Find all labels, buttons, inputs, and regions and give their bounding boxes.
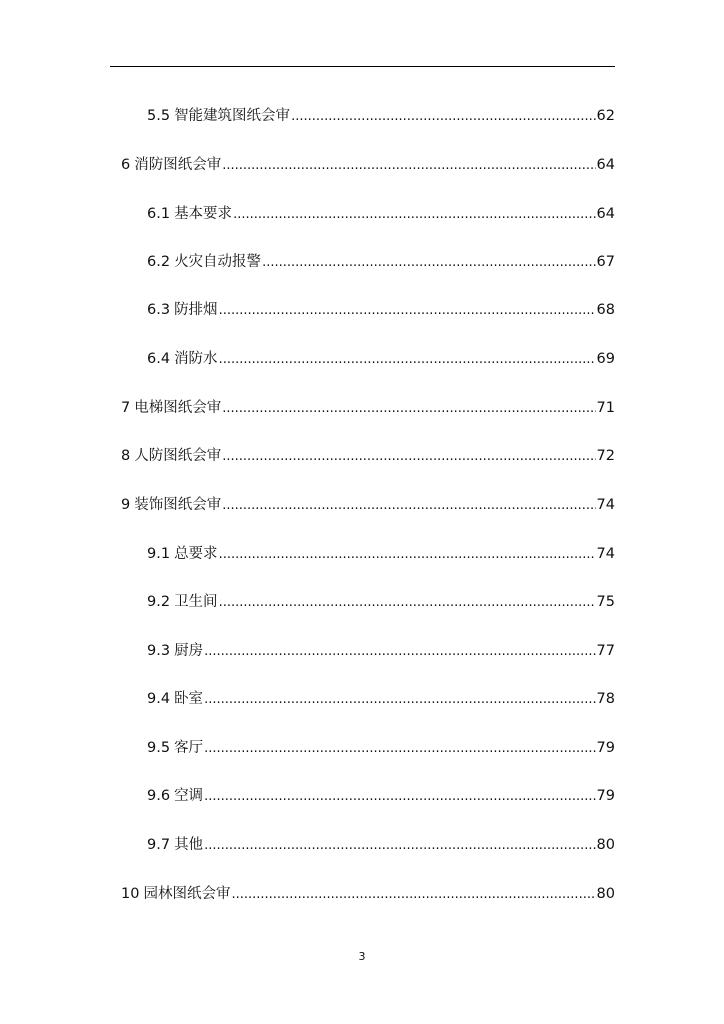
- toc-entry-9-7[interactable]: [147, 834, 615, 856]
- toc-entry-7[interactable]: [121, 397, 615, 419]
- toc-entry-page: 69: [596, 351, 615, 367]
- toc-entry-number: 6.1: [147, 206, 171, 222]
- toc-entry-6-3[interactable]: [147, 299, 615, 321]
- toc-entry-title: 消防水: [174, 351, 218, 367]
- toc-entry-page: 78: [596, 691, 615, 707]
- toc-entry-title: 智能建筑图纸会审: [174, 108, 291, 124]
- toc-entry-number: 6: [121, 157, 131, 173]
- toc-entry-page: 72: [596, 448, 615, 464]
- toc-entry-page: 68: [596, 302, 615, 318]
- toc-dot-leader: [222, 398, 595, 420]
- toc-entry-page: 64: [596, 206, 615, 222]
- toc-entry-page: 80: [596, 886, 615, 902]
- toc-entry-number: 7: [121, 400, 131, 416]
- toc-entry-number: 9.7: [147, 837, 171, 853]
- toc-entry-title: 基本要求: [174, 206, 233, 222]
- toc-entry-title: 客厅: [174, 740, 204, 756]
- toc-dot-leader: [291, 106, 595, 128]
- toc-dot-leader: [219, 544, 596, 566]
- toc-entry-title: 厨房: [174, 643, 204, 659]
- toc-entry-9-4[interactable]: [147, 688, 615, 710]
- toc-entry-title: 火灾自动报警: [174, 254, 262, 270]
- toc-entry-8[interactable]: [121, 445, 615, 467]
- toc-entry-number: 9.5: [147, 740, 171, 756]
- toc-entry-title: 卫生间: [174, 594, 218, 610]
- toc-entry-9-5[interactable]: [147, 737, 615, 759]
- toc-dot-leader: [219, 592, 596, 614]
- toc-dot-leader: [233, 204, 595, 226]
- toc-entry-title: 消防图纸会审: [134, 157, 222, 173]
- page-number: 3: [358, 950, 366, 963]
- toc-dot-leader: [204, 738, 595, 760]
- toc-entry-title: 电梯图纸会审: [134, 400, 222, 416]
- toc-entry-page: 64: [596, 157, 615, 173]
- toc-entry-page: 62: [596, 108, 615, 124]
- toc-dot-leader: [222, 155, 595, 177]
- toc-dot-leader: [219, 349, 596, 371]
- toc-dot-leader: [204, 835, 595, 857]
- toc-entry-page: 74: [596, 497, 615, 513]
- toc-entry-title: 总要求: [174, 546, 218, 562]
- toc-entry-title: 园林图纸会审: [143, 886, 231, 902]
- toc-dot-leader: [262, 252, 595, 274]
- toc-dot-leader: [222, 495, 595, 517]
- toc-entry-number: 6.3: [147, 302, 171, 318]
- toc-entry-page: 79: [596, 788, 615, 804]
- toc-entry-number: 10: [121, 886, 140, 902]
- toc-dot-leader: [219, 300, 596, 322]
- toc-entry-title: 空调: [174, 788, 204, 804]
- toc-entry-title: 装饰图纸会审: [134, 497, 222, 513]
- toc-entry-number: 9.1: [147, 546, 171, 562]
- toc-entry-10[interactable]: [121, 883, 615, 905]
- toc-entry-9-3[interactable]: [147, 640, 615, 662]
- toc-entry-title: 卧室: [174, 691, 204, 707]
- toc-entry-title: 其他: [174, 837, 204, 853]
- toc-entry-number: 9.4: [147, 691, 171, 707]
- toc-entry-number: 9: [121, 497, 131, 513]
- toc-entry-page: 75: [596, 594, 615, 610]
- toc-entry-page: 71: [596, 400, 615, 416]
- toc-entry-number: 9.6: [147, 788, 171, 804]
- toc-entry-page: 79: [596, 740, 615, 756]
- toc-entry-9-1[interactable]: [147, 543, 615, 565]
- toc-entry-6[interactable]: [121, 154, 615, 176]
- toc-dot-leader: [204, 786, 595, 808]
- toc-entry-9-6[interactable]: [147, 785, 615, 807]
- toc-entry-page: 80: [596, 837, 615, 853]
- toc-entry-number: 9.2: [147, 594, 171, 610]
- toc-entry-title: 人防图纸会审: [134, 448, 222, 464]
- toc-entry-page: 74: [596, 546, 615, 562]
- toc-entry-number: 9.3: [147, 643, 171, 659]
- toc-entry-number: 5.5: [147, 108, 171, 124]
- toc-entry-6-1[interactable]: [147, 203, 615, 225]
- toc-dot-leader: [204, 641, 595, 663]
- toc-entry-6-4[interactable]: [147, 348, 615, 370]
- toc-dot-leader: [222, 446, 595, 468]
- toc-entry-number: 8: [121, 448, 131, 464]
- toc-entry-page: 67: [596, 254, 615, 270]
- toc-entry-number: 6.2: [147, 254, 171, 270]
- toc-dot-leader: [204, 689, 595, 711]
- toc-entry-number: 6.4: [147, 351, 171, 367]
- toc-entry-9-2[interactable]: [147, 591, 615, 613]
- toc-entry-6-2[interactable]: [147, 251, 615, 273]
- toc-entry-9[interactable]: [121, 494, 615, 516]
- toc-entry-5-5[interactable]: [147, 105, 615, 127]
- toc-dot-leader: [231, 884, 595, 906]
- toc-entry-page: 77: [596, 643, 615, 659]
- toc-entry-title: 防排烟: [174, 302, 218, 318]
